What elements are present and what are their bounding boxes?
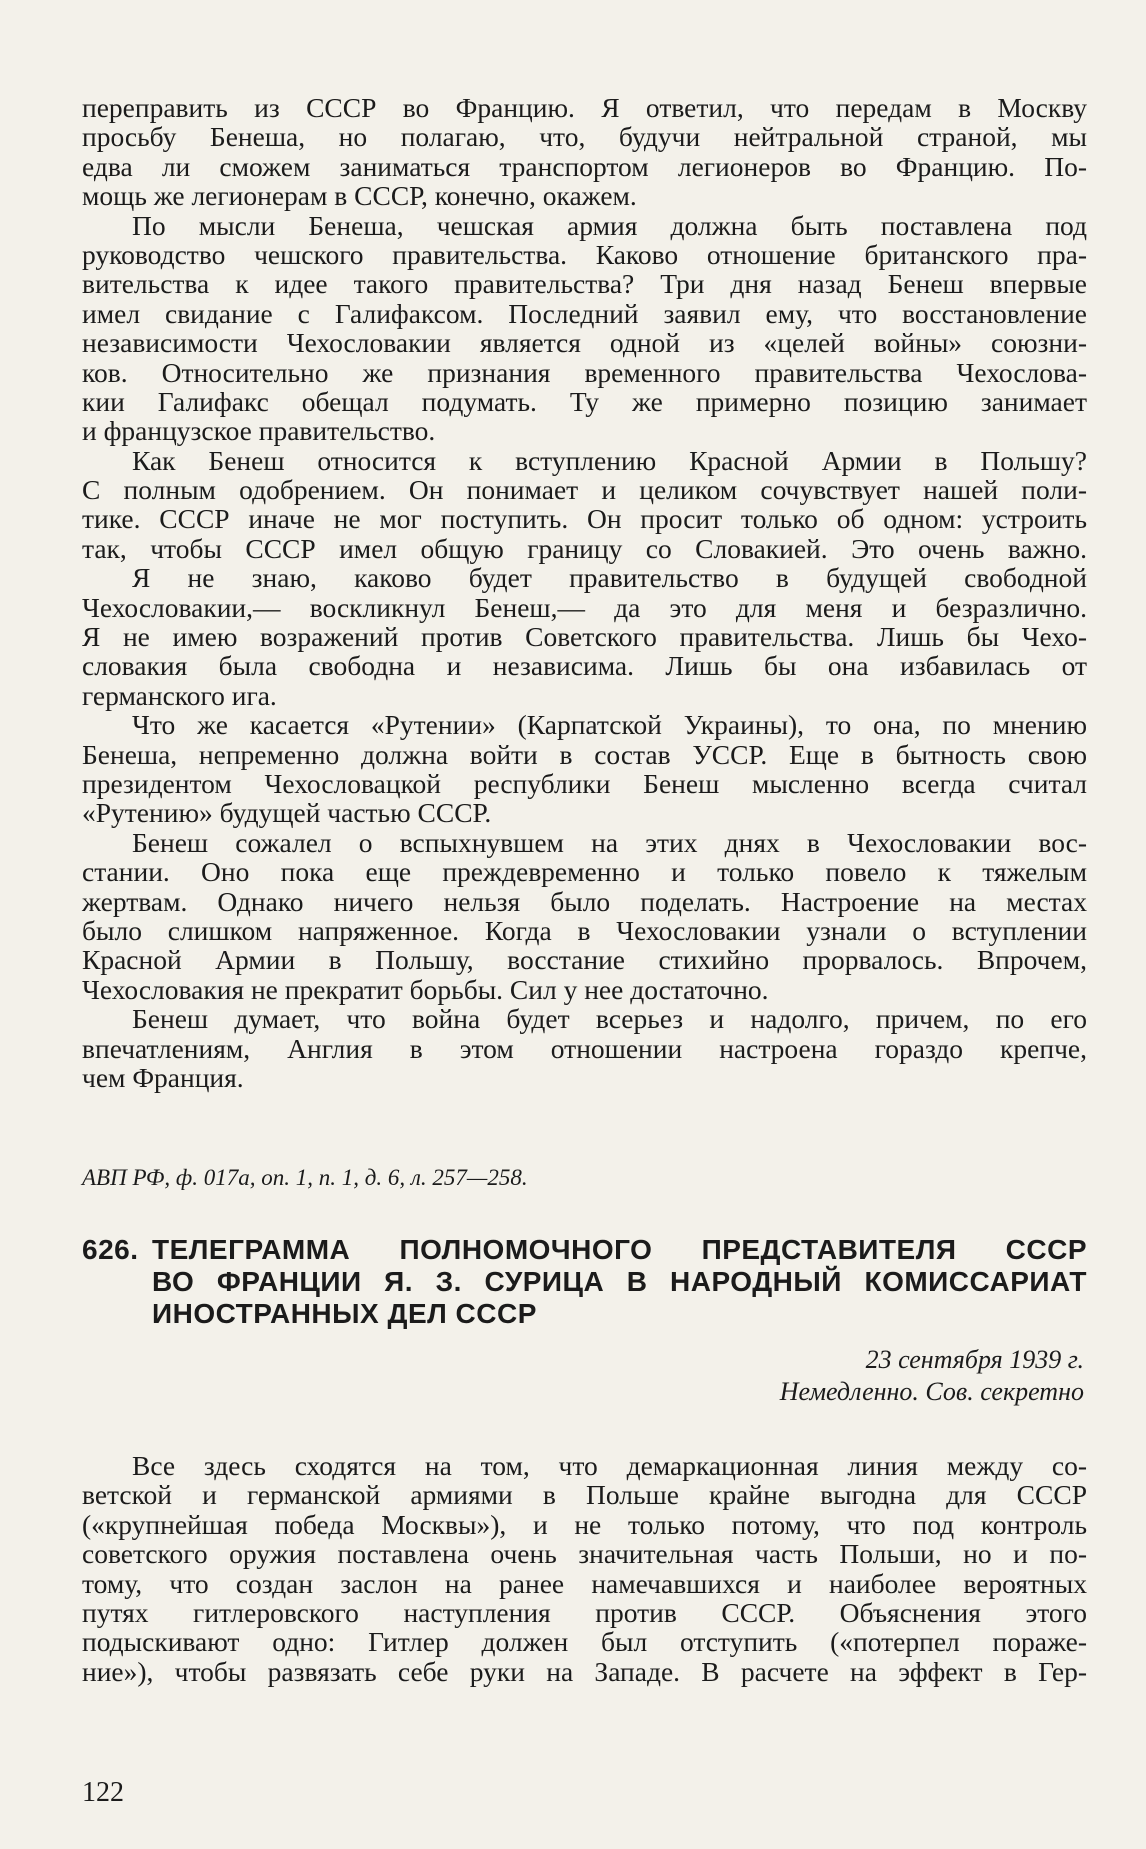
text-line: мощь же легионерам в СССР, конечно, окажем.: [82, 180, 637, 212]
text-line: впечатлениям, Англия в этом отношении настроена гораздо крепче,: [82, 1032, 1087, 1064]
text-line: «Рутению» будущей частью СССР.: [82, 797, 492, 829]
document-number: 626.: [82, 1234, 139, 1265]
document-heading: [82, 1234, 1087, 1330]
text-line: германского ига.: [82, 679, 277, 711]
text-line: подыскивают одно: Гитлер должен был отступить («потерпел пораже-: [82, 1626, 1087, 1658]
text-line: чем Франция.: [82, 1061, 244, 1093]
archive-source-reference: АВП РФ, ф. 017а, оп. 1, п. 1, д. 6, л. 257—258.: [82, 1165, 528, 1190]
text-line: («крупнейшая победа Москвы»), и не только потому, что под контроль: [82, 1508, 1087, 1540]
text-line: С полным одобрением. Он понимает и целиком сочувствует нашей поли-: [82, 474, 1087, 506]
text-line: вительства к идее такого правительства? Три дня назад Бенеш впервые: [82, 268, 1087, 300]
text-line: Чехословакия не прекратит борьбы. Сил у нее достаточно.: [82, 973, 769, 1005]
text-line: независимости Чехословакии является одной из «целей войны» союзни-: [82, 327, 1087, 359]
text-line: тому, что создан заслон на ранее намечавшихся и наиболее вероятных: [82, 1567, 1087, 1599]
text-line: так, чтобы СССР имел общую границу со Словакией. Это очень важно.: [82, 532, 1087, 564]
body-text-block: [82, 93, 1087, 1092]
text-line: Бенеша, непременно должна войти в состав УССР. Еще в бытность свою: [82, 738, 1087, 770]
text-line: Что же касается «Рутении» (Карпатской Украины), то она, по мнению: [132, 709, 1087, 741]
text-line: ков. Относительно же признания временного правительства Чехослова-: [82, 356, 1087, 388]
text-line: переправить из СССР во Францию. Я ответил, что передам в Москву: [82, 92, 1087, 123]
text-line: ние»), чтобы развязать себе руки на Западе. В расчете на эффект в Гер-: [82, 1655, 1087, 1687]
document-date: 23 сентября 1939 г.: [865, 1345, 1084, 1374]
text-line: По мысли Бенеша, чешская армия должна быть поставлена под: [132, 209, 1087, 241]
text-line: Красной Армии в Польшу, восстание стихийно прорвалось. Впрочем,: [82, 944, 1087, 976]
text-line: имел свидание с Галифаксом. Последний заявил ему, что восстановление: [82, 297, 1087, 329]
telegram-text-block: [82, 1451, 1087, 1686]
text-line: словакия была свободна и независима. Лишь бы она избавилась от: [82, 650, 1087, 682]
text-line: ветской и германской армиями в Польше крайне выгодна для СССР: [82, 1479, 1087, 1511]
text-line: просьбу Бенеша, но полагаю, что, будучи нейтральной страной, мы: [82, 121, 1087, 153]
text-line: тике. СССР иначе не мог поступить. Он просит только об одном: устроить: [82, 503, 1087, 535]
text-line: и французское правительство.: [82, 415, 436, 447]
text-line: кии Галифакс обещал подумать. Ту же примерно позицию занимает: [82, 385, 1087, 417]
text-line: Как Бенеш относится к вступлению Красной Армии в Польшу?: [132, 444, 1087, 476]
heading-line: ТЕЛЕГРАММА ПОЛНОМОЧНОГО ПРЕДСТАВИТЕЛЯ СССР: [152, 1234, 1087, 1265]
heading-line: ИНОСТРАННЫХ ДЕЛ СССР: [152, 1298, 537, 1329]
text-line: было слишком напряженное. Когда в Чехословакии узнали о вступлении: [82, 914, 1087, 946]
text-line: руководство чешского правительства. Каково отношение британского пра-: [82, 238, 1087, 270]
text-line: едва ли сможем заниматься транспортом легионеров во Францию. По-: [82, 150, 1087, 182]
text-line: Я не имею возражений против Советского правительства. Лишь бы Чехо-: [82, 621, 1087, 653]
document-classification: Немедленно. Сов. секретно: [779, 1377, 1084, 1406]
text-line: Я не знаю, каково будет правительство в будущей свободной: [132, 562, 1087, 594]
text-line: президентом Чехословацкой республики Бенеш мысленно всегда считал: [82, 767, 1087, 799]
text-line: путях гитлеровского наступления против СССР. Объяснения этого: [82, 1596, 1087, 1628]
text-line: Чехословакии,— воскликнул Бенеш,— да это для меня и безразлично.: [82, 591, 1087, 623]
text-line: Все здесь сходятся на том, что демаркационная линия между со-: [132, 1450, 1087, 1481]
text-line: стании. Оно пока еще преждевременно и только повело к тяжелым: [82, 856, 1087, 888]
text-line: советского оружия поставлена очень значительная часть Польши, но и по-: [82, 1538, 1087, 1570]
text-line: Бенеш думает, что война будет всерьез и надолго, причем, по его: [132, 1003, 1087, 1035]
heading-line: ВО ФРАНЦИИ Я. З. СУРИЦА В НАРОДНЫЙ КОМИССАРИАТ: [152, 1266, 1087, 1297]
page-number: 122: [82, 1777, 124, 1808]
text-line: жертвам. Однако ничего нельзя было поделать. Настроение на местах: [82, 885, 1087, 917]
text-line: Бенеш сожалел о вспыхнувшем на этих днях в Чехословакии вос-: [132, 826, 1087, 858]
